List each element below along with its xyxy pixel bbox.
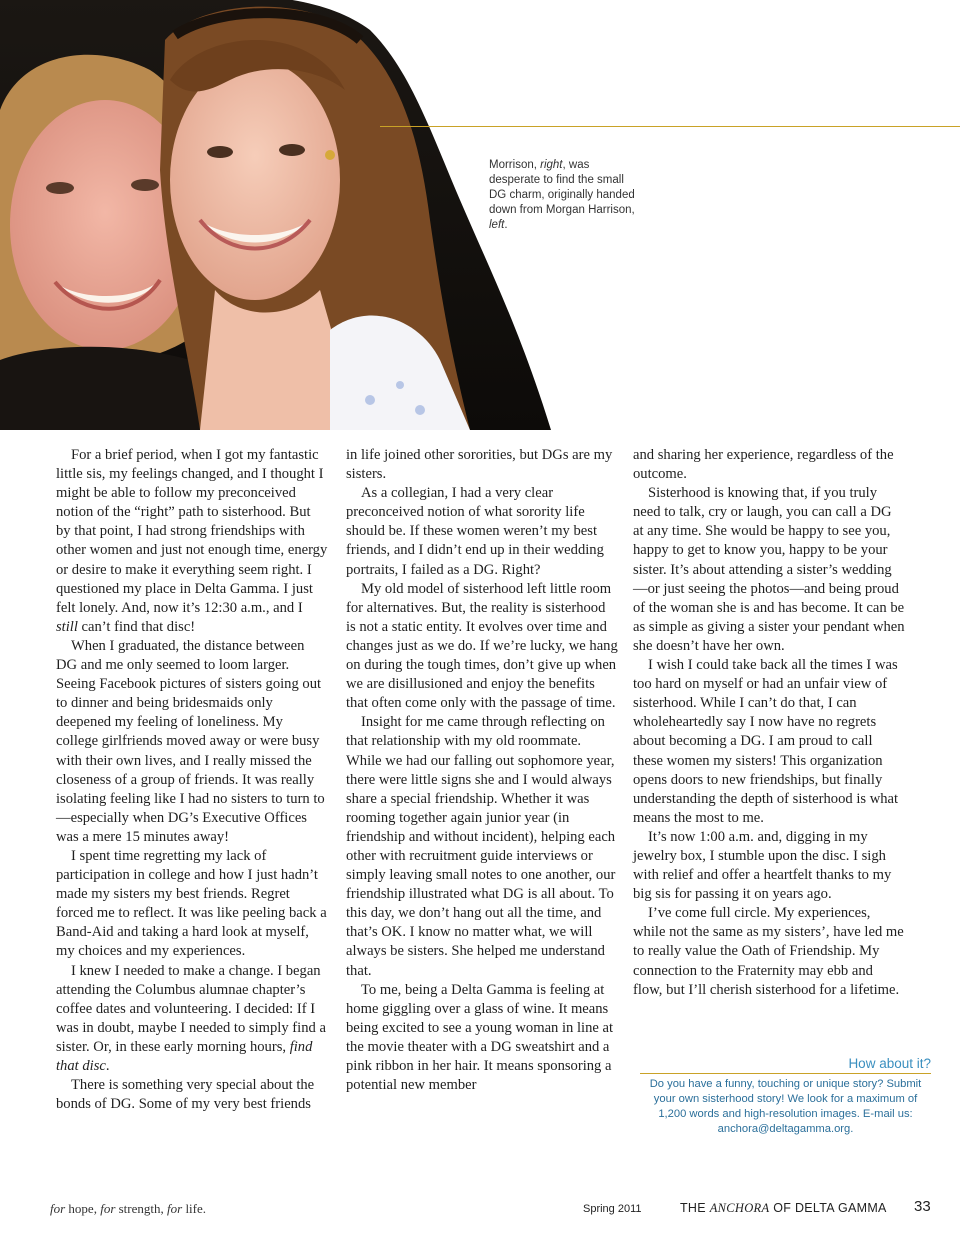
footer-issue-date: Spring 2011	[583, 1203, 642, 1215]
paragraph: When I graduated, the distance between DG and me only seemed to loom larger. Seeing Facebook pictures of sisters going out to dinner and being bridesmaids only deepened my feeling of loneliness. My college girlfriends moved away or were busy with their own lives, and I really missed the closeness of a group of friends. It was really isolating feeling like I had no sisters to turn to—especially when DG’s Executive Offices was a mere 15 minutes away!	[56, 637, 325, 845]
article-column-3	[633, 446, 905, 1000]
article-column-1	[56, 446, 328, 1114]
paragraph: It’s now 1:00 a.m. and, digging in my jewelry box, I stumble upon the disc. I sigh with relief and offer a heartfelt thanks to my big sis for passing it on years ago.	[633, 828, 892, 903]
paragraph: Sisterhood is knowing that, if you truly need to talk, cry or laugh, you can call a DG at any time. She would be happy to see you, happy to get to know you, happy to be your sister. It’s about attending a sister’s wedding—or just seeing the photos—and being proud of the woman she is and has become. It can be as simple as giving a sister your pendant when she doesn’t have her own.	[633, 485, 905, 654]
photo-two-women	[0, 0, 551, 430]
paragraph: As a collegian, I had a very clear preconceived notion of what sorority life should be. If these women weren’t my best friends, and I didn’t end up in their wedding portraits, I failed as a DG. Right?	[346, 485, 604, 578]
paragraph: I spent time regretting my lack of participation in college and how I just hadn’t made my sisters my best friends. Regret forced me to reflect. It was like peeling back a Band-Aid and taking a hard look at myself, my choices and my experiences.	[56, 847, 327, 960]
paragraph: Insight for me came through reflecting on that relationship with my old roommate. While we had our falling out sophomore year, there were little signs she and I would always share a special friendship. Whether it was rooming together again junior year (in friendship and without incident), helping each other with recruitment guide interviews or simply leaving small notes to one another, our friendship illustrated what DG is all about. To this day, we don’t hang out all the time, and that’s OK. I know no matter what, we will always be sisters. She helped me understand that.	[346, 714, 616, 979]
photo-caption: Morrison, right, was desperate to find the small DG charm, originally handed down from Morgan Harrison, left.	[489, 159, 635, 231]
caption-rule	[380, 126, 960, 127]
footer-tagline: for hope, for strength, for life.	[50, 1201, 207, 1216]
paragraph: My old model of sisterhood left little room for alternatives. But, the reality is sisterhood is not a static entity. It evolves over time and changes just as we do. If we’re lucky, we hang on during the tough times, don’t give up when we are disillusioned and enjoy the benefits that often come only with the passage of time.	[346, 580, 618, 712]
submission-sidebar	[640, 1056, 931, 1137]
paragraph: and sharing her experience, regardless of the outcome.	[633, 447, 894, 483]
article-column-2	[346, 446, 618, 1095]
paragraph: I wish I could take back all the times I was too hard on myself or had an unfair view of sisterhood. While I can’t do that, I can wholeheartedly say I now have no regrets about becoming a DG. I am proud to call these women my sisters! This organization opens doors to new friendships, but finally understanding the depth of sisterhood is what means the most to me.	[633, 657, 899, 826]
paragraph: I’ve come full circle. My experiences, while not the same as my sisters’, have led me to really value the Oath of Friendship. My connection to the Fraternity may ebb and flow, but I’ll cherish sisterhood for a lifetime.	[633, 905, 904, 998]
paragraph: For a brief period, when I got my fantastic little sis, my feelings changed, and I thought I might be able to follow my preconceived notion of the “right” path to sisterhood. But by that point, I had strong friendships with other women and just not enough time, energy or desire to make it everything seem right. I questioned my place in Delta Gamma. I just felt lonely. And, now it’s 12:30 a.m., and I still can’t find that disc!	[56, 447, 328, 635]
footer-magazine-title: THE ANCHORA OF DELTA GAMMA	[680, 1201, 887, 1215]
paragraph: in life joined other sororities, but DGs are my sisters.	[346, 447, 613, 483]
sidebar-body: Do you have a funny, touching or unique story? Submit your own sisterhood story! We look for a maximum of 1,200 words and high-resolution images. E-mail us: anchora@deltagamma.org.	[649, 1078, 922, 1135]
paragraph: There is something very special about the bonds of DG. Some of my very best friends	[56, 1077, 315, 1113]
page-number: 33	[914, 1198, 931, 1215]
paragraph: I knew I needed to make a change. I began attending the Columbus alumnae chapter’s coffee dates and volunteering. I decided: If I was in doubt, maybe I needed to simply find a sister. Or, in these early morning hours, find that disc.	[56, 962, 326, 1074]
paragraph: To me, being a Delta Gamma is feeling at home giggling over a glass of wine. It means being excited to see a young woman in line at the movie theater with a DG sweatshirt and a pink ribbon in her hair. It means sponsoring a potential new member	[346, 981, 614, 1094]
article-photo	[0, 0, 551, 430]
sidebar-title: How about it?	[640, 1056, 931, 1074]
